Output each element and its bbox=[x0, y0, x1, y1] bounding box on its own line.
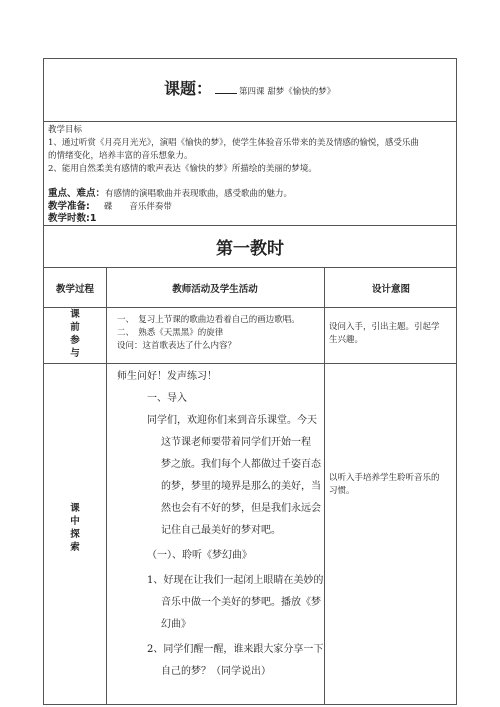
lesson-line: 一、导入 bbox=[147, 393, 187, 404]
lesson-line: 幻曲》 bbox=[161, 619, 191, 630]
lesson-line: （一）、聆听《梦幻曲》 bbox=[147, 550, 252, 561]
lesson-title bbox=[164, 76, 335, 99]
objective-line-3: 2、能用自然柔美有感情的歌声表达《愉快的梦》所描绘的美丽的梦境。 bbox=[48, 164, 317, 174]
activity-line: 二、 熟悉《天黑黑》的旋律 bbox=[117, 328, 224, 338]
lesson-line: 同学们，欢迎你们来到音乐课堂。今天 bbox=[147, 415, 317, 426]
header-process: 教学过程 bbox=[55, 284, 94, 295]
title-underline bbox=[215, 81, 237, 94]
objective-line-2: 的情绪变化，培养丰富的音乐想象力。 bbox=[48, 151, 193, 161]
activity-line: 设问：这首歌表达了什么内容？ bbox=[117, 341, 237, 351]
label-char: 探 bbox=[70, 529, 80, 540]
label-char: 课 bbox=[70, 503, 80, 514]
key-points-text: 有感情的演唱歌曲并表现歌曲，感受歌曲的魅力。 bbox=[105, 189, 293, 199]
lesson-line: 这节课老师要带着同学们开始一程 bbox=[161, 437, 311, 448]
divider bbox=[44, 121, 456, 122]
row-label-pre-class bbox=[44, 308, 106, 360]
lesson-line: 音乐中做一个美好的梦吧。播放《梦 bbox=[161, 597, 321, 608]
preparation-label: 教学准备: bbox=[48, 201, 90, 212]
title-label: 课题： bbox=[164, 79, 213, 98]
header-activities: 教师活动及学生活动 bbox=[172, 284, 258, 295]
lesson-line: 梦之旅。我们每个人都做过千姿百态 bbox=[161, 459, 321, 470]
lesson-line: 自己的梦？（同学说出） bbox=[161, 666, 271, 677]
preparation-text: 碟 音乐伴奏带 bbox=[103, 202, 172, 212]
lesson-plan-document bbox=[43, 58, 457, 705]
divider bbox=[44, 225, 456, 226]
label-char: 与 bbox=[70, 348, 80, 359]
activity-line: 一、 复习上节课的歌曲边看着自己的画边歌唱。 bbox=[117, 315, 300, 325]
intent-line: 设问入手，引出主题。引起学 bbox=[329, 322, 440, 332]
objectives-heading: 教学目标 bbox=[48, 125, 83, 135]
lesson-heading: 第一教时 bbox=[216, 239, 284, 259]
key-points-label: 重点、难点： bbox=[48, 188, 106, 199]
objective-line-1: 1、通过听赏《月亮月光光》，演唱《愉快的梦》，使学生体验音乐带来的美及情感的愉悦，感受乐曲 bbox=[48, 138, 419, 148]
hours-value: 1 bbox=[89, 213, 97, 224]
lesson-line: 2、同学们醒一醒，谁来跟大家分享一下 bbox=[147, 644, 324, 655]
title-text: 第四课 甜梦《愉快的梦》 bbox=[239, 87, 336, 97]
label-char: 索 bbox=[70, 542, 80, 553]
column-divider bbox=[106, 267, 107, 704]
teaching-hours bbox=[48, 212, 96, 226]
label-char: 中 bbox=[70, 516, 80, 527]
lesson-line: 师生问好！发声练习！ bbox=[117, 371, 217, 382]
lesson-line: 的梦，梦里的境界是那么的美好，当 bbox=[161, 481, 321, 492]
intent-line: 以听入手培养学生聆听音乐的 bbox=[329, 473, 440, 483]
key-points bbox=[48, 187, 292, 201]
hours-label: 教学时数: bbox=[48, 213, 90, 224]
intent-line: 习惯。 bbox=[329, 486, 355, 496]
label-char: 前 bbox=[70, 322, 80, 333]
row-label-in-class bbox=[44, 502, 106, 554]
lesson-line: 1、好现在让我们一起闭上眼睛在美妙的 bbox=[147, 575, 324, 586]
label-char: 课 bbox=[70, 309, 80, 320]
column-divider bbox=[324, 267, 325, 704]
lesson-line: 记住自己最美好的梦对吧。 bbox=[161, 525, 281, 536]
header-intent: 设计意图 bbox=[371, 284, 410, 295]
label-char: 参 bbox=[70, 335, 80, 346]
intent-line: 生兴趣。 bbox=[329, 335, 364, 345]
lesson-line: 然也会有不好的梦，但是我们永远会 bbox=[161, 503, 321, 514]
